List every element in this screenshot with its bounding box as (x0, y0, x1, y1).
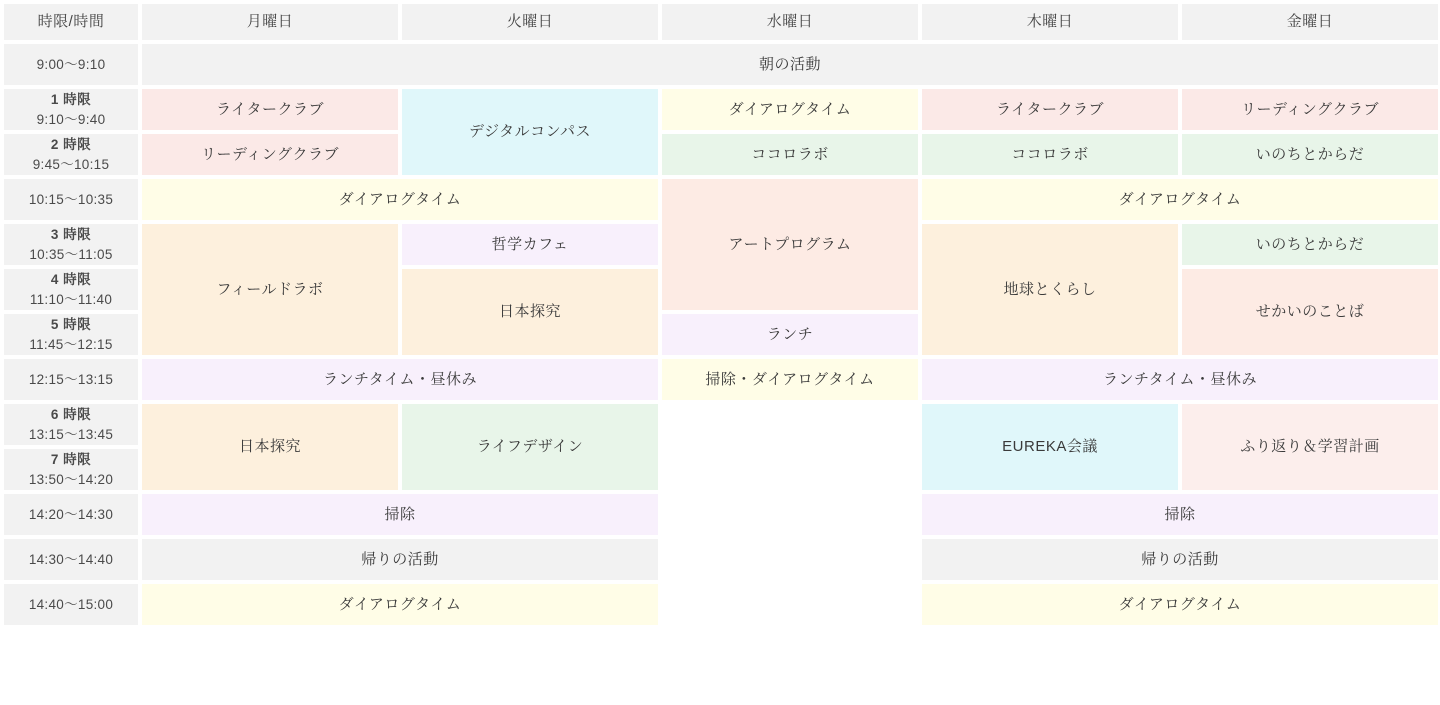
time-cell (4, 539, 138, 580)
time-cell (4, 179, 138, 220)
cell-wed-art: アートプログラム (662, 179, 918, 310)
time-range: 13:15〜13:45 (28, 426, 114, 442)
cell-wed-lunch: ランチ (662, 314, 918, 355)
cell-lunch-mon-tue: ランチタイム・昼休み (142, 359, 658, 400)
time-range: 11:45〜12:15 (29, 336, 113, 352)
period-label: 1 時限 (50, 91, 92, 107)
time-range: 10:15〜10:35 (28, 191, 114, 207)
cell-dialog-end-mon-tue: ダイアログタイム (142, 584, 658, 625)
table-row (4, 179, 1438, 220)
time-cell (4, 224, 138, 265)
cell-home-thu-fri: 帰りの活動 (922, 539, 1438, 580)
cell-fri-4-5: せかいのことば (1182, 269, 1438, 355)
time-cell (4, 359, 138, 400)
cell-morning-activity: 朝の活動 (142, 44, 1438, 85)
cell-fri-6-7: ふり返り＆学習計画 (1182, 404, 1438, 490)
time-cell (4, 44, 138, 85)
time-cell (4, 449, 138, 490)
period-label: 4 時限 (50, 271, 92, 287)
period-label: 3 時限 (50, 226, 92, 242)
time-cell (4, 494, 138, 535)
cell-tue-6-7: ライフデザイン (402, 404, 658, 490)
time-range: 14:20〜14:30 (28, 506, 114, 522)
cell-thu-2: ココロラボ (922, 134, 1178, 175)
cell-wed-2: ココロラボ (662, 134, 918, 175)
cell-wed-1: ダイアログタイム (662, 89, 918, 130)
cell-wed-empty (662, 404, 918, 625)
cell-tue-1-2: デジタルコンパス (402, 89, 658, 175)
time-range: 9:45〜10:15 (32, 156, 110, 172)
time-range: 11:10〜11:40 (29, 291, 113, 307)
header-time: 時限/時間 (4, 4, 138, 40)
time-cell (4, 134, 138, 175)
cell-lunch-thu-fri: ランチタイム・昼休み (922, 359, 1438, 400)
header-monday: 月曜日 (142, 4, 398, 40)
time-cell (4, 89, 138, 130)
header-friday: 金曜日 (1182, 4, 1438, 40)
cell-fri-3: いのちとからだ (1182, 224, 1438, 265)
header-wednesday: 水曜日 (662, 4, 918, 40)
period-label: 6 時限 (50, 406, 92, 422)
cell-clean-thu-fri: 掃除 (922, 494, 1438, 535)
cell-lunch-wed: 掃除・ダイアログタイム (662, 359, 918, 400)
header-tuesday: 火曜日 (402, 4, 658, 40)
cell-mon-1: ライタークラブ (142, 89, 398, 130)
time-range: 12:15〜13:15 (28, 371, 114, 387)
cell-dialog-end-thu-fri: ダイアログタイム (922, 584, 1438, 625)
cell-dialog-thu-fri: ダイアログタイム (922, 179, 1438, 220)
time-range: 9:00〜9:10 (36, 56, 106, 72)
period-label: 7 時限 (50, 451, 92, 467)
time-cell (4, 314, 138, 355)
cell-tue-4-5: 日本探究 (402, 269, 658, 355)
table-row (4, 404, 1438, 445)
table-header-row (4, 4, 1438, 40)
cell-tue-3: 哲学カフェ (402, 224, 658, 265)
table-row (4, 89, 1438, 130)
table-row (4, 359, 1438, 400)
time-cell (4, 584, 138, 625)
cell-thu-earth: 地球とくらし (922, 224, 1178, 355)
period-label: 2 時限 (50, 136, 92, 152)
cell-thu-6-7: EUREKA会議 (922, 404, 1178, 490)
time-cell (4, 269, 138, 310)
period-label: 5 時限 (50, 316, 92, 332)
cell-mon-6-7: 日本探究 (142, 404, 398, 490)
time-range: 14:40〜15:00 (28, 596, 114, 612)
time-range: 9:10〜9:40 (36, 111, 106, 127)
cell-dialog-mon-tue: ダイアログタイム (142, 179, 658, 220)
table-row (4, 44, 1438, 85)
cell-mon-field-lab: フィールドラボ (142, 224, 398, 355)
cell-mon-2: リーディングクラブ (142, 134, 398, 175)
time-range: 10:35〜11:05 (29, 246, 113, 262)
cell-fri-1: リーディングクラブ (1182, 89, 1438, 130)
time-range: 13:50〜14:20 (28, 471, 114, 487)
cell-fri-2: いのちとからだ (1182, 134, 1438, 175)
time-range: 14:30〜14:40 (28, 551, 114, 567)
table-row (4, 134, 1438, 175)
header-thursday: 木曜日 (922, 4, 1178, 40)
time-cell (4, 404, 138, 445)
cell-home-mon-tue: 帰りの活動 (142, 539, 658, 580)
cell-clean-mon-tue: 掃除 (142, 494, 658, 535)
cell-thu-1: ライタークラブ (922, 89, 1178, 130)
